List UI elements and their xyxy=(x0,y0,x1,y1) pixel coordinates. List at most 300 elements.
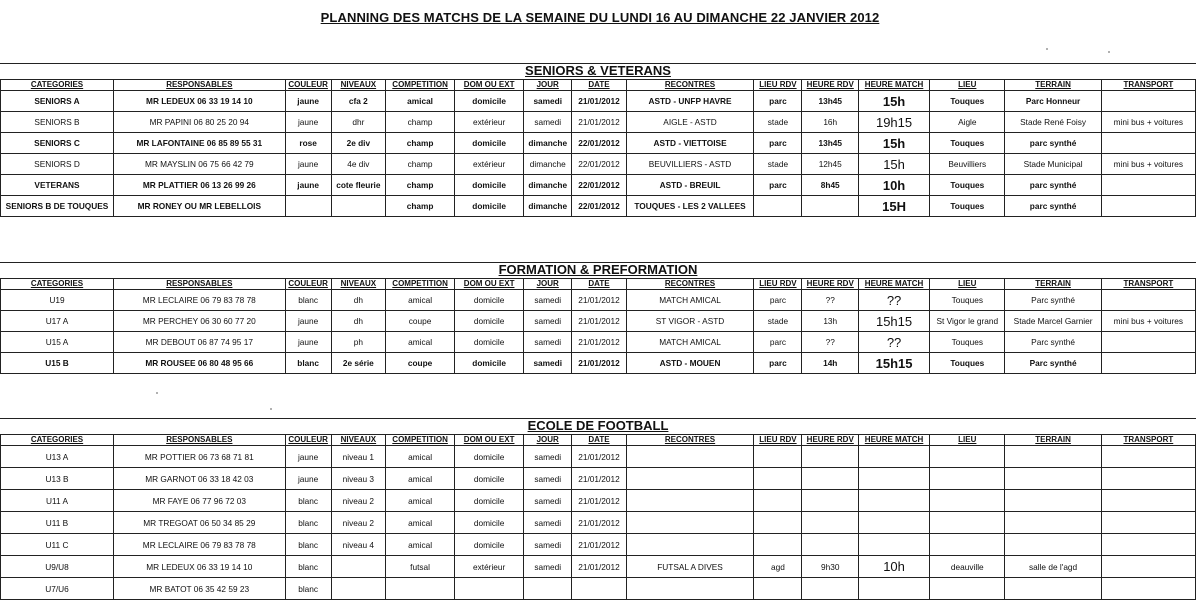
cell-date: 21/01/2012 xyxy=(572,512,626,534)
matches-table xyxy=(0,79,1196,217)
cell-date: 21/01/2012 xyxy=(572,290,626,311)
cell-heure-match xyxy=(858,512,929,534)
cell-transport xyxy=(1101,446,1195,468)
cell-couleur: blanc xyxy=(285,353,331,374)
header-competition: COMPETITION xyxy=(386,80,455,91)
cell-terrain xyxy=(1005,490,1101,512)
cell-couleur: blanc xyxy=(285,556,331,578)
header-couleur: COULEUR xyxy=(285,80,331,91)
cell-competition xyxy=(386,578,455,600)
cell-niveaux: niveau 3 xyxy=(331,468,385,490)
cell-date xyxy=(572,578,626,600)
cell-lieu-rdv xyxy=(754,534,802,556)
cell-categories: SENIORS B xyxy=(1,112,114,133)
cell-niveaux: dh xyxy=(331,290,385,311)
table-row xyxy=(1,154,1196,175)
cell-couleur: blanc xyxy=(285,290,331,311)
cell-heure-rdv: 13h xyxy=(802,311,859,332)
header-terrain: TERRAIN xyxy=(1005,435,1101,446)
cell-competition: amical xyxy=(386,512,455,534)
cell-transport xyxy=(1101,133,1195,154)
matches-table xyxy=(0,278,1196,374)
header-responsables: RESPONSABLES xyxy=(114,279,286,290)
cell-responsables: MR LEDEUX 06 33 19 14 10 xyxy=(114,91,286,112)
cell-jour: samedi xyxy=(524,290,572,311)
cell-heure-match xyxy=(858,446,929,468)
cell-transport: mini bus + voitures xyxy=(1101,112,1195,133)
header-categories: CATEGORIES xyxy=(1,279,114,290)
cell-recontres: FUTSAL A DIVES xyxy=(626,556,754,578)
cell-responsables: MR FAYE 06 77 96 72 03 xyxy=(114,490,286,512)
cell-lieu xyxy=(930,468,1005,490)
cell-niveaux xyxy=(331,196,385,217)
cell-terrain: Stade René Foisy xyxy=(1005,112,1101,133)
cell-terrain: Parc Honneur xyxy=(1005,91,1101,112)
header-date: DATE xyxy=(572,80,626,91)
cell-date: 21/01/2012 xyxy=(572,446,626,468)
cell-transport xyxy=(1101,534,1195,556)
page-title: PLANNING DES MATCHS DE LA SEMAINE DU LUNDI 16 AU DIMANCHE 22 JANVIER 2012 xyxy=(320,10,880,25)
cell-recontres: TOUQUES - LES 2 VALLEES xyxy=(626,196,754,217)
cell-recontres: ASTD - BREUIL xyxy=(626,175,754,196)
scan-speck xyxy=(1108,51,1110,53)
cell-recontres xyxy=(626,534,754,556)
header-lieu: LIEU xyxy=(930,80,1005,91)
cell-recontres: BEUVILLIERS - ASTD xyxy=(626,154,754,175)
cell-heure-match: 15h15 xyxy=(858,353,929,374)
cell-responsables: MR DEBOUT 06 87 74 95 17 xyxy=(114,332,286,353)
table-row xyxy=(1,133,1196,154)
header-jour: JOUR xyxy=(524,279,572,290)
cell-responsables: MR POTTIER 06 73 68 71 81 xyxy=(114,446,286,468)
cell-competition: amical xyxy=(386,490,455,512)
cell-terrain xyxy=(1005,512,1101,534)
header-categories: CATEGORIES xyxy=(1,80,114,91)
cell-jour: samedi xyxy=(524,112,572,133)
cell-lieu-rdv xyxy=(754,512,802,534)
cell-jour: samedi xyxy=(524,556,572,578)
header-heure-match: HEURE MATCH xyxy=(858,80,929,91)
cell-terrain: parc synthé xyxy=(1005,175,1101,196)
cell-transport: mini bus + voitures xyxy=(1101,311,1195,332)
cell-couleur: jaune xyxy=(285,154,331,175)
cell-recontres xyxy=(626,446,754,468)
cell-terrain: Stade Municipal xyxy=(1005,154,1101,175)
cell-jour: samedi xyxy=(524,332,572,353)
cell-dom-ou-ext: domicile xyxy=(455,175,524,196)
header-terrain: TERRAIN xyxy=(1005,80,1101,91)
cell-jour xyxy=(524,578,572,600)
cell-categories: VETERANS xyxy=(1,175,114,196)
cell-heure-match xyxy=(858,468,929,490)
cell-niveaux: cote fleurie xyxy=(331,175,385,196)
cell-lieu: deauville xyxy=(930,556,1005,578)
cell-categories: SENIORS C xyxy=(1,133,114,154)
cell-niveaux: cfa 2 xyxy=(331,91,385,112)
cell-heure-rdv xyxy=(802,196,859,217)
matches-table xyxy=(0,434,1196,600)
cell-lieu-rdv: stade xyxy=(754,112,802,133)
cell-transport xyxy=(1101,490,1195,512)
cell-lieu xyxy=(930,446,1005,468)
table-row xyxy=(1,468,1196,490)
cell-lieu: Touques xyxy=(930,196,1005,217)
header-row xyxy=(1,279,1196,290)
cell-lieu: Touques xyxy=(930,133,1005,154)
cell-dom-ou-ext: extérieur xyxy=(455,112,524,133)
cell-couleur: rose xyxy=(285,133,331,154)
header-recontres: RECONTRES xyxy=(626,279,754,290)
cell-recontres xyxy=(626,468,754,490)
cell-niveaux: dhr xyxy=(331,112,385,133)
header-responsables: RESPONSABLES xyxy=(114,435,286,446)
cell-niveaux: niveau 2 xyxy=(331,490,385,512)
cell-date: 22/01/2012 xyxy=(572,154,626,175)
table-row xyxy=(1,332,1196,353)
cell-responsables: MR PERCHEY 06 30 60 77 20 xyxy=(114,311,286,332)
cell-dom-ou-ext: domicile xyxy=(455,490,524,512)
cell-responsables: MR PAPINI 06 80 25 20 94 xyxy=(114,112,286,133)
table-row xyxy=(1,353,1196,374)
cell-lieu-rdv: agd xyxy=(754,556,802,578)
header-competition: COMPETITION xyxy=(386,435,455,446)
cell-responsables: MR BATOT 06 35 42 59 23 xyxy=(114,578,286,600)
header-dom-ou-ext: DOM OU EXT xyxy=(455,80,524,91)
header-transport: TRANSPORT xyxy=(1101,279,1195,290)
cell-competition: amical xyxy=(386,446,455,468)
cell-competition: amical xyxy=(386,468,455,490)
cell-lieu-rdv xyxy=(754,468,802,490)
cell-dom-ou-ext: domicile xyxy=(455,311,524,332)
cell-recontres xyxy=(626,578,754,600)
header-niveaux: NIVEAUX xyxy=(331,435,385,446)
cell-transport xyxy=(1101,468,1195,490)
cell-couleur: blanc xyxy=(285,534,331,556)
table-row xyxy=(1,91,1196,112)
cell-recontres: ASTD - UNFP HAVRE xyxy=(626,91,754,112)
cell-jour: samedi xyxy=(524,468,572,490)
cell-categories: U13 B xyxy=(1,468,114,490)
cell-dom-ou-ext: extérieur xyxy=(455,154,524,175)
cell-couleur: jaune xyxy=(285,332,331,353)
cell-recontres: ASTD - MOUEN xyxy=(626,353,754,374)
cell-heure-match xyxy=(858,490,929,512)
cell-dom-ou-ext: domicile xyxy=(455,133,524,154)
cell-dom-ou-ext xyxy=(455,578,524,600)
cell-jour: samedi xyxy=(524,353,572,374)
header-dom-ou-ext: DOM OU EXT xyxy=(455,279,524,290)
header-competition: COMPETITION xyxy=(386,279,455,290)
cell-categories: U11 B xyxy=(1,512,114,534)
cell-categories: SENIORS A xyxy=(1,91,114,112)
cell-jour: samedi xyxy=(524,91,572,112)
cell-heure-rdv xyxy=(802,512,859,534)
header-responsables: RESPONSABLES xyxy=(114,80,286,91)
cell-couleur: blanc xyxy=(285,512,331,534)
cell-lieu: Touques xyxy=(930,332,1005,353)
cell-categories: U15 A xyxy=(1,332,114,353)
header-date: DATE xyxy=(572,279,626,290)
cell-lieu-rdv: parc xyxy=(754,133,802,154)
cell-heure-rdv xyxy=(802,534,859,556)
cell-competition: coupe xyxy=(386,353,455,374)
cell-heure-rdv: 14h xyxy=(802,353,859,374)
cell-dom-ou-ext: domicile xyxy=(455,446,524,468)
cell-categories: U9/U8 xyxy=(1,556,114,578)
cell-terrain: Parc synthé xyxy=(1005,353,1101,374)
cell-couleur: jaune xyxy=(285,91,331,112)
section-title: SENIORS & VETERANS xyxy=(525,63,671,78)
header-transport: TRANSPORT xyxy=(1101,80,1195,91)
header-heure-match: HEURE MATCH xyxy=(858,435,929,446)
cell-dom-ou-ext: domicile xyxy=(455,91,524,112)
header-couleur: COULEUR xyxy=(285,435,331,446)
cell-lieu: Touques xyxy=(930,290,1005,311)
cell-responsables: MR PLATTIER 06 13 26 99 26 xyxy=(114,175,286,196)
header-terrain: TERRAIN xyxy=(1005,279,1101,290)
cell-transport xyxy=(1101,196,1195,217)
table-row xyxy=(1,112,1196,133)
cell-categories: U19 xyxy=(1,290,114,311)
cell-terrain xyxy=(1005,446,1101,468)
cell-terrain: Stade Marcel Garnier xyxy=(1005,311,1101,332)
section-title: FORMATION & PREFORMATION xyxy=(498,262,698,277)
cell-date: 21/01/2012 xyxy=(572,112,626,133)
table-row xyxy=(1,175,1196,196)
table-row xyxy=(1,556,1196,578)
header-recontres: RECONTRES xyxy=(626,80,754,91)
cell-niveaux: dh xyxy=(331,311,385,332)
table-row xyxy=(1,534,1196,556)
cell-heure-match xyxy=(858,534,929,556)
header-categories: CATEGORIES xyxy=(1,435,114,446)
cell-couleur: jaune xyxy=(285,311,331,332)
cell-dom-ou-ext: domicile xyxy=(455,512,524,534)
header-jour: JOUR xyxy=(524,435,572,446)
cell-transport xyxy=(1101,578,1195,600)
cell-competition: champ xyxy=(386,154,455,175)
cell-date: 21/01/2012 xyxy=(572,556,626,578)
cell-heure-rdv: 16h xyxy=(802,112,859,133)
cell-heure-rdv: 13h45 xyxy=(802,133,859,154)
header-niveaux: NIVEAUX xyxy=(331,279,385,290)
cell-terrain xyxy=(1005,468,1101,490)
cell-jour: dimanche xyxy=(524,154,572,175)
cell-responsables: MR RONEY OU MR LEBELLOIS xyxy=(114,196,286,217)
cell-competition: champ xyxy=(386,133,455,154)
section-title: ECOLE DE FOOTBALL xyxy=(527,418,669,433)
cell-jour: samedi xyxy=(524,446,572,468)
cell-heure-rdv xyxy=(802,490,859,512)
cell-date: 21/01/2012 xyxy=(572,534,626,556)
cell-responsables: MR TREGOAT 06 50 34 85 29 xyxy=(114,512,286,534)
cell-dom-ou-ext: domicile xyxy=(455,468,524,490)
cell-categories: SENIORS B DE TOUQUES xyxy=(1,196,114,217)
cell-competition: champ xyxy=(386,112,455,133)
cell-heure-match: 10h xyxy=(858,175,929,196)
cell-lieu: Aigle xyxy=(930,112,1005,133)
cell-heure-rdv xyxy=(802,468,859,490)
cell-transport: mini bus + voitures xyxy=(1101,154,1195,175)
cell-couleur: blanc xyxy=(285,578,331,600)
cell-recontres: ST VIGOR - ASTD xyxy=(626,311,754,332)
header-lieu: LIEU xyxy=(930,435,1005,446)
cell-lieu-rdv xyxy=(754,490,802,512)
cell-lieu: Beuvilliers xyxy=(930,154,1005,175)
cell-competition: champ xyxy=(386,175,455,196)
cell-niveaux: ph xyxy=(331,332,385,353)
cell-couleur: jaune xyxy=(285,112,331,133)
cell-transport xyxy=(1101,353,1195,374)
cell-recontres: ASTD - VIETTOISE xyxy=(626,133,754,154)
cell-date: 22/01/2012 xyxy=(572,175,626,196)
cell-date: 21/01/2012 xyxy=(572,91,626,112)
header-heure-rdv: HEURE RDV xyxy=(802,279,859,290)
cell-jour: samedi xyxy=(524,512,572,534)
cell-dom-ou-ext: domicile xyxy=(455,534,524,556)
cell-date: 22/01/2012 xyxy=(572,196,626,217)
header-jour: JOUR xyxy=(524,80,572,91)
cell-lieu xyxy=(930,490,1005,512)
cell-competition: futsal xyxy=(386,556,455,578)
cell-recontres xyxy=(626,490,754,512)
cell-lieu-rdv: parc xyxy=(754,175,802,196)
cell-categories: U13 A xyxy=(1,446,114,468)
table-row xyxy=(1,512,1196,534)
cell-heure-match: ?? xyxy=(858,332,929,353)
cell-responsables: MR ROUSEE 06 80 48 95 66 xyxy=(114,353,286,374)
header-row xyxy=(1,435,1196,446)
cell-recontres: MATCH AMICAL xyxy=(626,290,754,311)
cell-responsables: MR MAYSLIN 06 75 66 42 79 xyxy=(114,154,286,175)
cell-terrain xyxy=(1005,534,1101,556)
cell-couleur: jaune xyxy=(285,175,331,196)
cell-niveaux: niveau 2 xyxy=(331,512,385,534)
cell-heure-match: 15h xyxy=(858,154,929,175)
header-transport: TRANSPORT xyxy=(1101,435,1195,446)
cell-couleur: jaune xyxy=(285,468,331,490)
cell-lieu: Touques xyxy=(930,175,1005,196)
cell-recontres: AIGLE - ASTD xyxy=(626,112,754,133)
cell-responsables: MR GARNOT 06 33 18 42 03 xyxy=(114,468,286,490)
cell-responsables: MR LECLAIRE 06 79 83 78 78 xyxy=(114,290,286,311)
scan-speck xyxy=(1046,48,1048,50)
cell-heure-rdv: ?? xyxy=(802,290,859,311)
header-recontres: RECONTRES xyxy=(626,435,754,446)
cell-niveaux: 2e div xyxy=(331,133,385,154)
cell-couleur: blanc xyxy=(285,490,331,512)
cell-categories: U7/U6 xyxy=(1,578,114,600)
cell-competition: coupe xyxy=(386,311,455,332)
table-row xyxy=(1,311,1196,332)
header-heure-rdv: HEURE RDV xyxy=(802,435,859,446)
cell-niveaux: 2e série xyxy=(331,353,385,374)
cell-terrain xyxy=(1005,578,1101,600)
cell-date: 21/01/2012 xyxy=(572,468,626,490)
cell-competition: amical xyxy=(386,91,455,112)
cell-lieu-rdv: parc xyxy=(754,353,802,374)
cell-transport xyxy=(1101,512,1195,534)
cell-competition: amical xyxy=(386,534,455,556)
cell-lieu-rdv xyxy=(754,196,802,217)
cell-categories: U17 A xyxy=(1,311,114,332)
cell-dom-ou-ext: domicile xyxy=(455,196,524,217)
header-date: DATE xyxy=(572,435,626,446)
cell-heure-match: 15H xyxy=(858,196,929,217)
cell-lieu xyxy=(930,534,1005,556)
cell-heure-match: 15h xyxy=(858,133,929,154)
cell-heure-match: 19h15 xyxy=(858,112,929,133)
cell-niveaux: niveau 1 xyxy=(331,446,385,468)
header-lieu: LIEU xyxy=(930,279,1005,290)
cell-recontres xyxy=(626,512,754,534)
cell-terrain: Parc synthé xyxy=(1005,290,1101,311)
cell-dom-ou-ext: extérieur xyxy=(455,556,524,578)
cell-lieu-rdv: parc xyxy=(754,91,802,112)
cell-lieu-rdv: parc xyxy=(754,290,802,311)
cell-heure-match: 15h15 xyxy=(858,311,929,332)
cell-jour: dimanche xyxy=(524,175,572,196)
table-row xyxy=(1,290,1196,311)
cell-dom-ou-ext: domicile xyxy=(455,353,524,374)
cell-heure-match: ?? xyxy=(858,290,929,311)
cell-categories: U11 A xyxy=(1,490,114,512)
cell-lieu-rdv xyxy=(754,578,802,600)
cell-heure-match: 15h xyxy=(858,91,929,112)
cell-jour: samedi xyxy=(524,534,572,556)
cell-categories: SENIORS D xyxy=(1,154,114,175)
cell-transport xyxy=(1101,332,1195,353)
cell-heure-match xyxy=(858,578,929,600)
table-row xyxy=(1,196,1196,217)
cell-heure-rdv xyxy=(802,578,859,600)
header-dom-ou-ext: DOM OU EXT xyxy=(455,435,524,446)
cell-heure-match: 10h xyxy=(858,556,929,578)
cell-competition: amical xyxy=(386,332,455,353)
scan-speck xyxy=(156,392,158,394)
cell-terrain: salle de l'agd xyxy=(1005,556,1101,578)
cell-niveaux xyxy=(331,556,385,578)
header-lieu-rdv: LIEU RDV xyxy=(754,435,802,446)
cell-jour: samedi xyxy=(524,490,572,512)
cell-date: 21/01/2012 xyxy=(572,332,626,353)
cell-lieu: St Vigor le grand xyxy=(930,311,1005,332)
cell-heure-rdv: 9h30 xyxy=(802,556,859,578)
cell-responsables: MR LAFONTAINE 06 85 89 55 31 xyxy=(114,133,286,154)
header-heure-rdv: HEURE RDV xyxy=(802,80,859,91)
cell-lieu-rdv: stade xyxy=(754,311,802,332)
header-lieu-rdv: LIEU RDV xyxy=(754,279,802,290)
cell-niveaux: niveau 4 xyxy=(331,534,385,556)
cell-lieu-rdv xyxy=(754,446,802,468)
cell-responsables: MR LECLAIRE 06 79 83 78 78 xyxy=(114,534,286,556)
cell-date: 22/01/2012 xyxy=(572,133,626,154)
cell-date: 21/01/2012 xyxy=(572,311,626,332)
cell-categories: U11 C xyxy=(1,534,114,556)
cell-heure-rdv: 12h45 xyxy=(802,154,859,175)
cell-heure-rdv: ?? xyxy=(802,332,859,353)
header-couleur: COULEUR xyxy=(285,279,331,290)
cell-dom-ou-ext: domicile xyxy=(455,332,524,353)
cell-jour: dimanche xyxy=(524,196,572,217)
cell-lieu-rdv: stade xyxy=(754,154,802,175)
cell-transport xyxy=(1101,556,1195,578)
cell-heure-rdv xyxy=(802,446,859,468)
cell-terrain: Parc synthé xyxy=(1005,332,1101,353)
cell-lieu-rdv: parc xyxy=(754,332,802,353)
table-row xyxy=(1,446,1196,468)
header-lieu-rdv: LIEU RDV xyxy=(754,80,802,91)
